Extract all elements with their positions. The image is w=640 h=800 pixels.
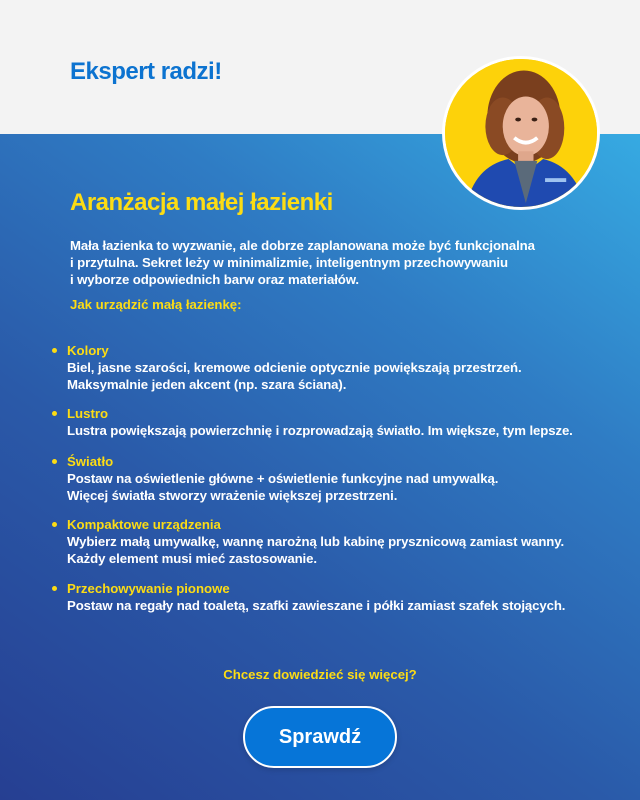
tip-text: Każdy element musi mieć zastosowanie. [67, 551, 317, 566]
expert-portrait-icon [445, 59, 597, 207]
tip-item-przechowywanie-pionowe [52, 580, 565, 614]
tip-title: Kompaktowe urządzenia [67, 517, 221, 532]
tip-title: Światło [67, 454, 114, 469]
intro-line: i wyborze odpowiednich barw oraz materiałów. [70, 272, 359, 287]
tips-subheading: Jak urządzić małą łazienkę: [70, 297, 242, 312]
tip-item-lustro [52, 405, 573, 439]
check-button[interactable]: Sprawdź [243, 706, 397, 768]
bullet-icon [52, 586, 57, 591]
tip-text: Postaw na oświetlenie główne + oświetlenie funkcyjne nad umywalką. [67, 471, 499, 486]
bullet-icon [52, 348, 57, 353]
tip-text: Lustra powiększają powierzchnię i rozprowadzają światło. Im większe, tym lepsze. [67, 423, 573, 438]
cta-question: Chcesz dowiedzieć się więcej? [223, 667, 417, 682]
article-intro [70, 237, 560, 288]
tip-text: Postaw na regały nad toaletą, szafki zawieszane i półki zamiast szafek stojących. [67, 598, 566, 613]
tip-text: Biel, jasne szarości, kremowe odcienie optycznie powiększają przestrzeń. [67, 360, 522, 375]
tip-text: Maksymalnie jeden akcent (np. szara ściana). [67, 377, 347, 392]
expert-avatar [442, 56, 600, 210]
tip-item-kompaktowe-urzadzenia [52, 516, 564, 567]
tip-text: Wybierz małą umywalkę, wannę narożną lub kabinę prysznicową zamiast wanny. [67, 534, 565, 549]
tip-title: Lustro [67, 406, 109, 421]
tip-text: Więcej światła stworzy wrażenie większej przestrzeni. [67, 488, 398, 503]
tip-item-swiatlo [52, 453, 498, 504]
bullet-icon [52, 411, 57, 416]
article-title: Aranżacja małej łazienki [70, 189, 333, 216]
page-title: Ekspert radzi! [70, 58, 222, 85]
intro-line: i przytulna. Sekret leży w minimalizmie, inteligentnym przechowywaniu [70, 255, 508, 270]
tip-item-kolory [52, 342, 522, 393]
bullet-icon [52, 522, 57, 527]
bullet-icon [52, 459, 57, 464]
tip-title: Przechowywanie pionowe [67, 581, 230, 596]
intro-line: Mała łazienka to wyzwanie, ale dobrze zaplanowana może być funkcjonalna [70, 238, 535, 253]
tip-title: Kolory [67, 343, 109, 358]
